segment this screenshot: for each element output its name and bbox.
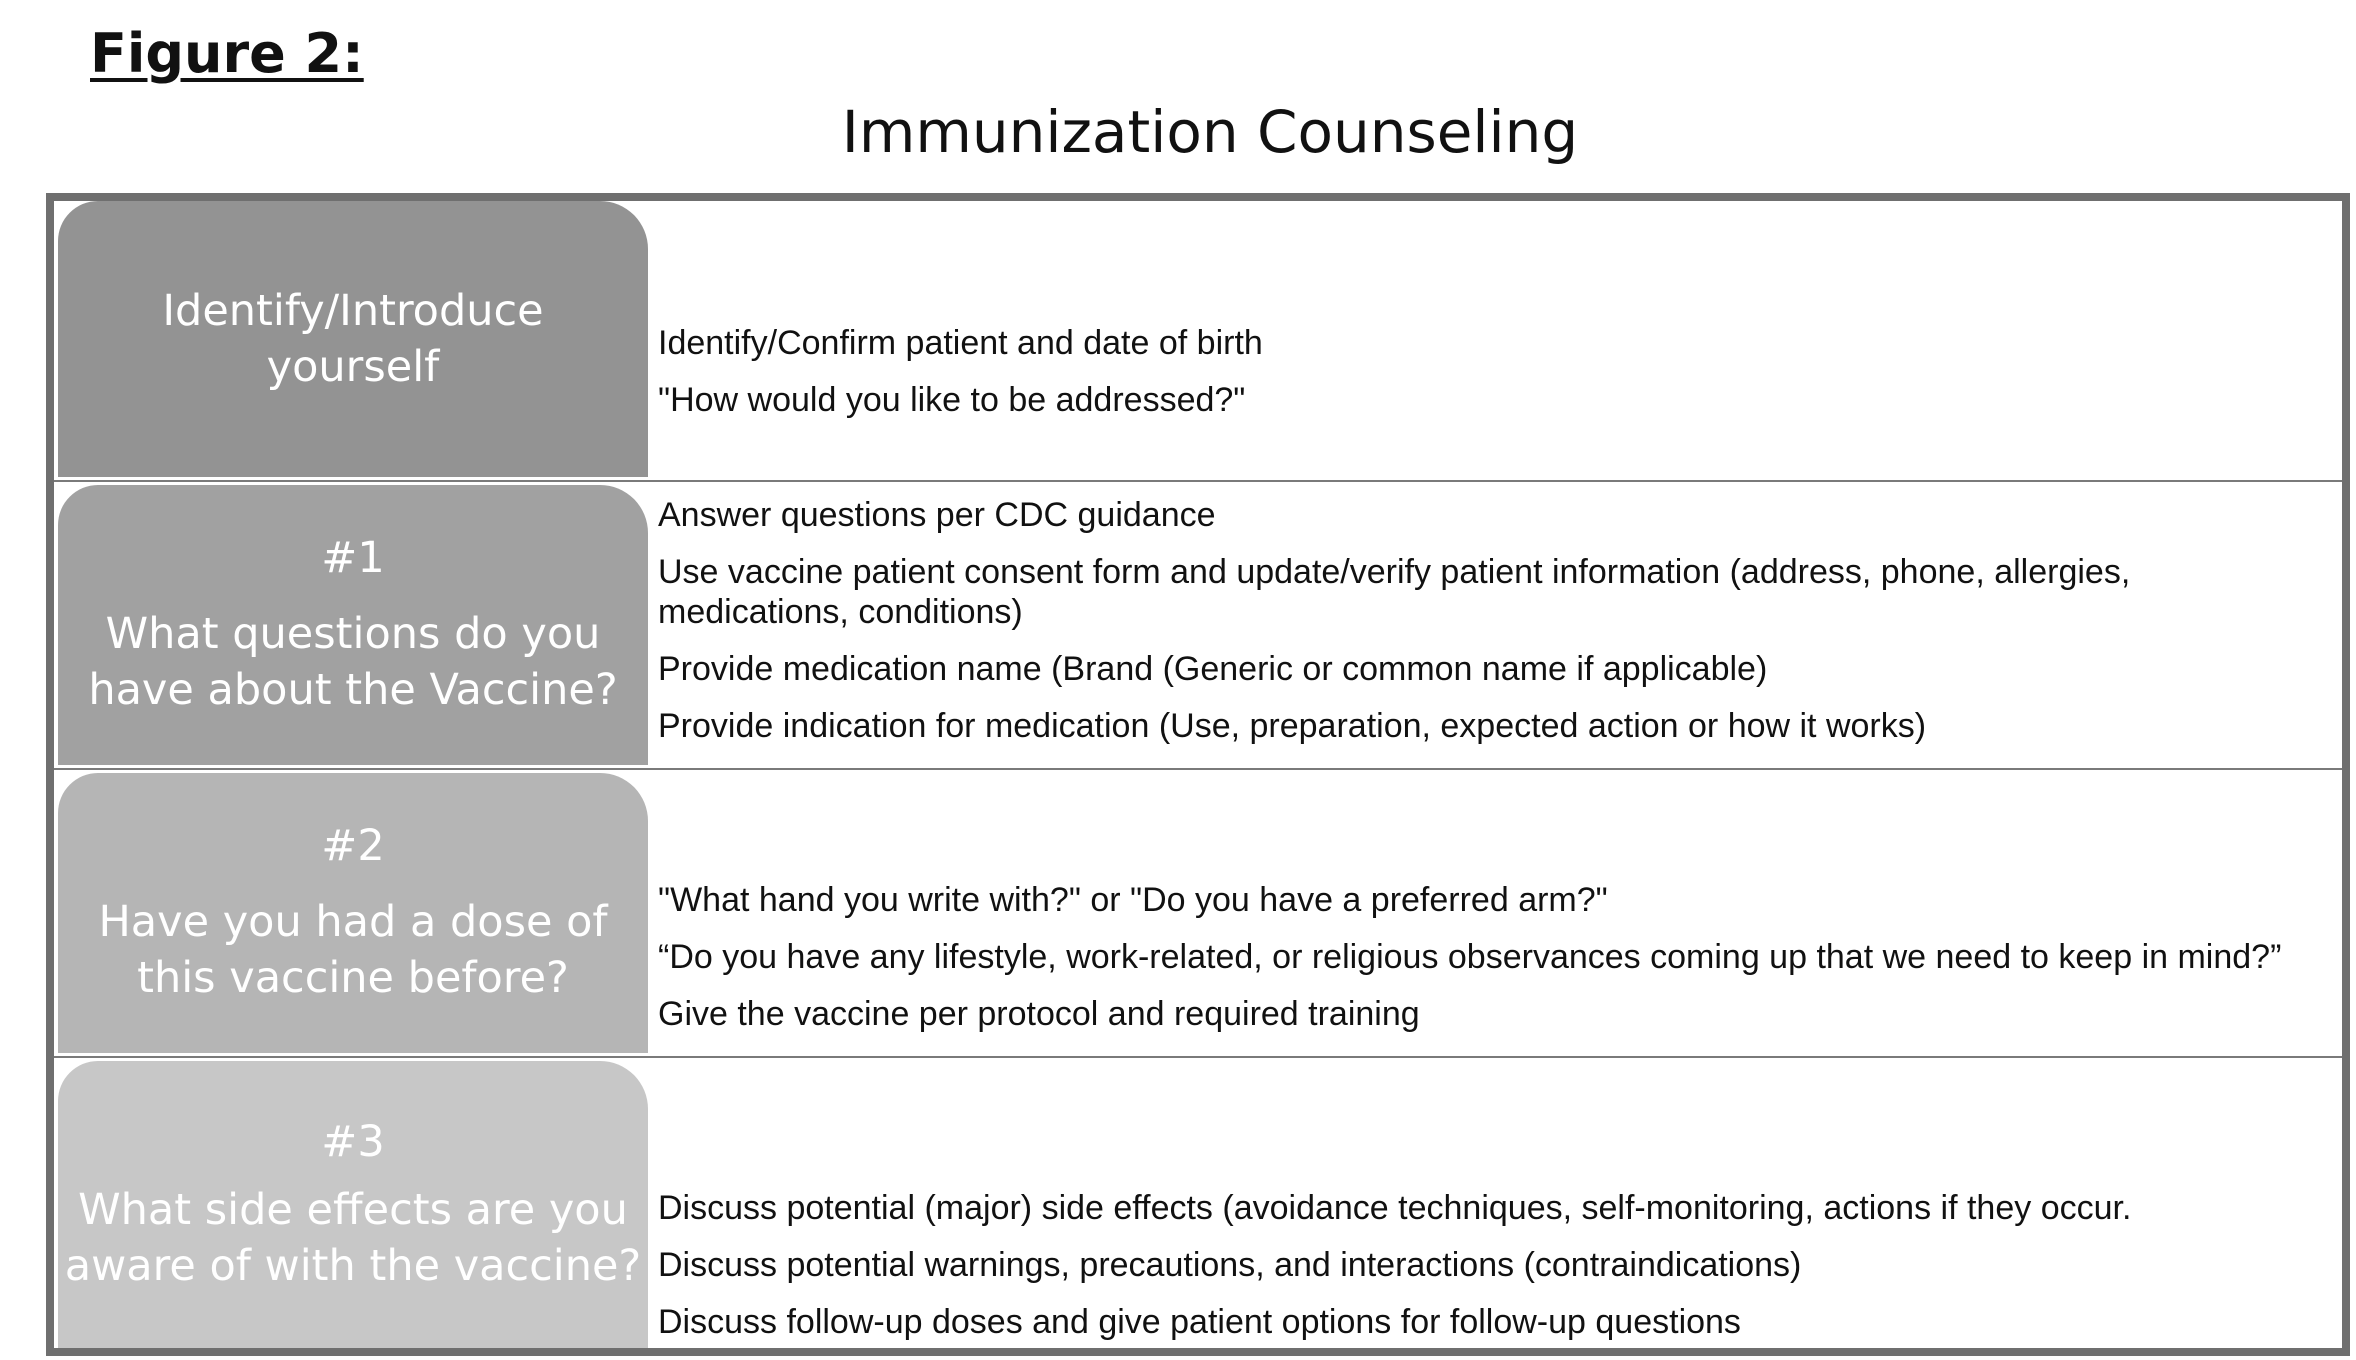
counseling-table xyxy=(46,193,2350,1356)
row-divider xyxy=(54,1056,2342,1058)
diagram-title: Immunization Counseling xyxy=(841,98,1579,166)
step-items xyxy=(658,201,2330,477)
step-item: Discuss follow-up doses and give patient options for follow-up questions xyxy=(658,1303,1741,1341)
step-item: Answer questions per CDC guidance xyxy=(658,496,1216,534)
step-item: Discuss potential (major) side effects (avoidance techniques, self-monitoring, actions if they occur. xyxy=(658,1189,2132,1227)
step-item: Give the vaccine per protocol and required training xyxy=(658,995,1420,1033)
step-items xyxy=(658,1061,2330,1348)
step-question: Have you had a dose of this vaccine before? xyxy=(98,897,608,1003)
step-item: "How would you like to be addressed?" xyxy=(658,381,1246,419)
step-number: #1 xyxy=(321,533,385,583)
row-divider xyxy=(54,768,2342,770)
step-item: Provide medication name (Brand (Generic or common name if applicable) xyxy=(658,650,1768,688)
step-question: What side effects are you aware of with the vaccine? xyxy=(64,1184,642,1291)
step-item: "What hand you write with?" or "Do you have a preferred arm?" xyxy=(658,881,1608,919)
step-item: Identify/Confirm patient and date of birth xyxy=(658,324,1263,362)
step-question: What questions do you have about the Vaccine? xyxy=(88,609,618,715)
step-number: #2 xyxy=(321,821,385,871)
step-tab-1 xyxy=(58,485,648,765)
step-question: Identify/Introduce yourself xyxy=(162,286,544,392)
step-items xyxy=(658,485,2330,765)
step-item: Use vaccine patient consent form and update/verify patient information (address, phone, allergies, medications, conditions) xyxy=(658,553,2131,631)
step-item: Discuss potential warnings, precautions, and interactions (contraindications) xyxy=(658,1246,1802,1284)
step-tab-2 xyxy=(58,773,648,1053)
step-items xyxy=(658,773,2330,1053)
step-number: #3 xyxy=(321,1116,385,1167)
figure-label: Figure 2: xyxy=(90,22,364,85)
row-divider xyxy=(54,480,2342,482)
step-row-identify xyxy=(54,201,2342,477)
step-row-2 xyxy=(54,773,2342,1053)
step-tab-3 xyxy=(58,1061,648,1348)
step-tab-identify xyxy=(58,201,648,477)
step-item: Provide indication for medication (Use, preparation, expected action or how it works) xyxy=(658,707,1927,745)
step-item: “Do you have any lifestyle, work-related, or religious observances coming up that we need to keep in mind?” xyxy=(658,938,2282,976)
step-row-1 xyxy=(54,485,2342,765)
step-row-3 xyxy=(54,1061,2342,1348)
